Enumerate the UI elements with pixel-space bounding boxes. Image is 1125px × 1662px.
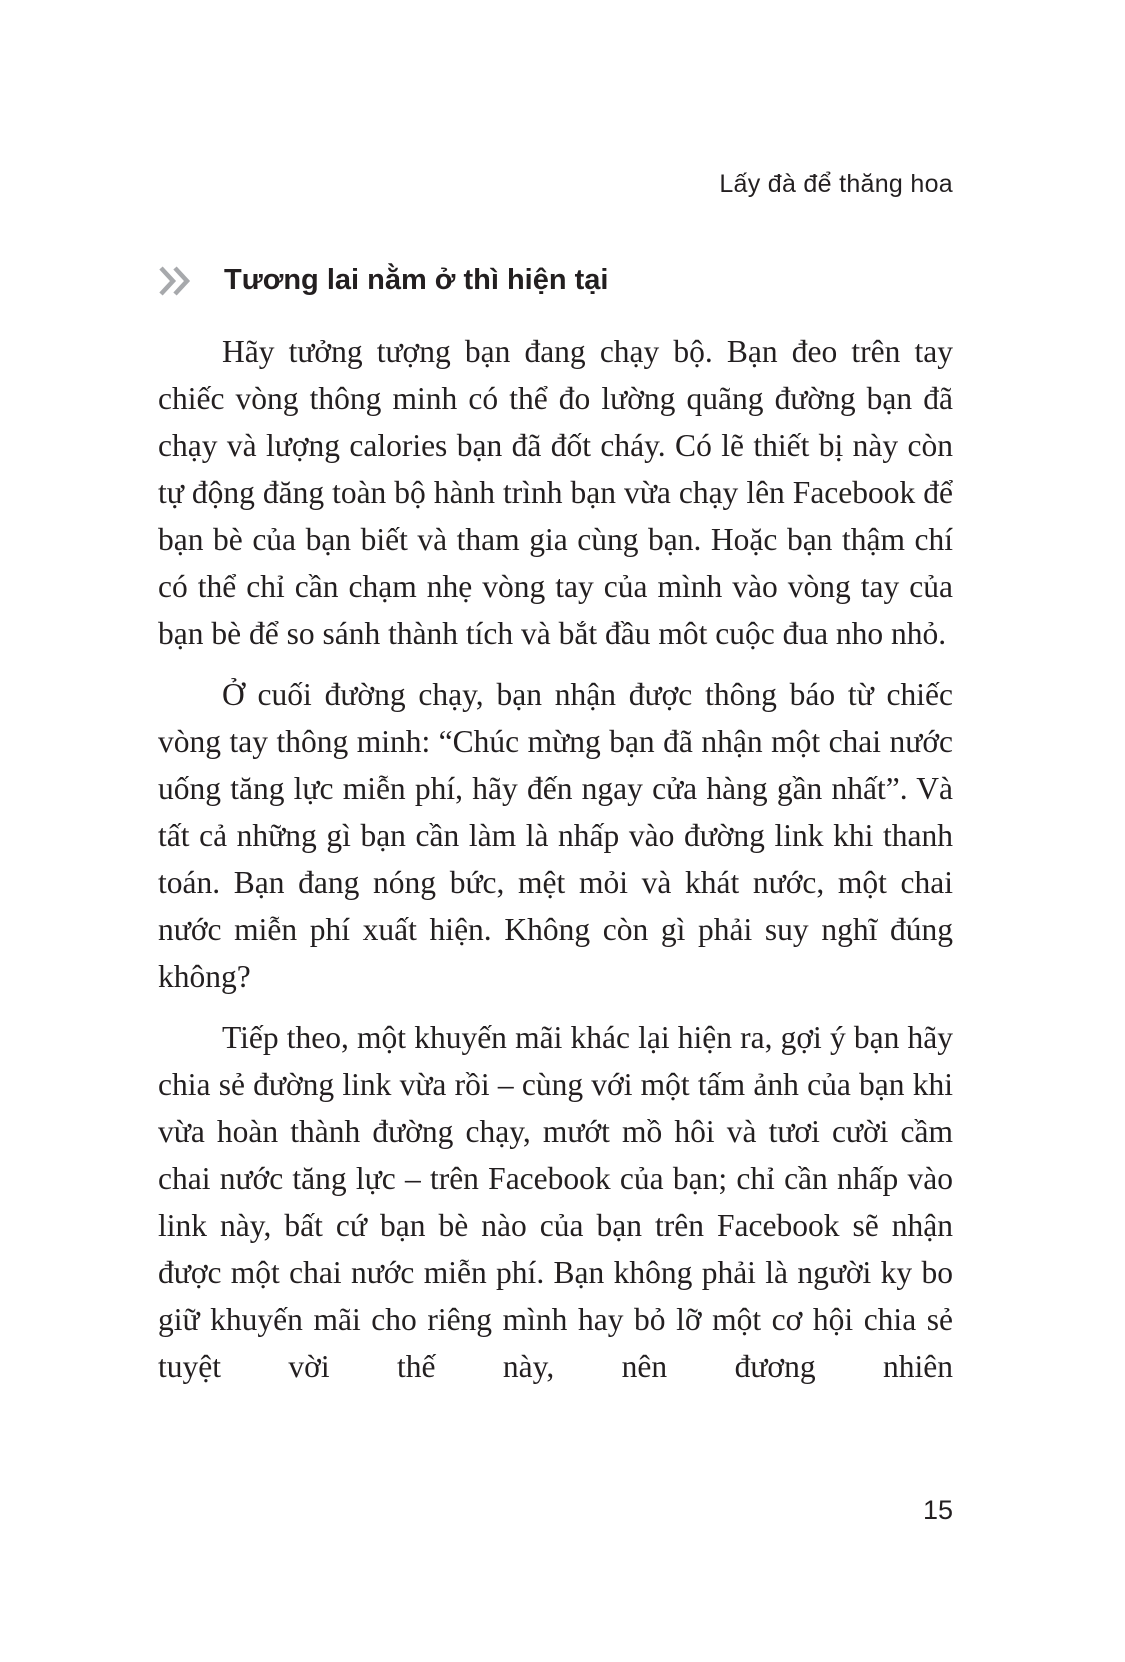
double-chevron-right-icon — [158, 265, 194, 297]
paragraph: Tiếp theo, một khuyến mãi khác lại hiện ra, gợi ý bạn hãy chia sẻ đường link vừa rồi – cùng với một tấm ảnh của bạn khi vừa hoàn thành đường chạy, mướt mồ hôi và tươi cười cầm chai nước tăng lực – trên Facebook của bạn; chỉ cần nhấp vào link này, bất cứ bạn bè nào của bạn trên Facebook sẽ nhận được một chai nước miễn phí. Bạn không phải là người ky bo giữ khuyến mãi cho riêng mình hay bỏ lỡ một cơ hội chia sẻ tuyệt vời thế này, nên đương nhiên — [158, 1020, 953, 1384]
page-number: 15 — [922, 1495, 953, 1525]
running-header: Lấy đà để thăng hoa — [719, 170, 953, 198]
paragraph: Hãy tưởng tượng bạn đang chạy bộ. Bạn đeo trên tay chiếc vòng thông minh có thể đo lường quãng đường bạn đã chạy và lượng calories bạn đã đốt cháy. Có lẽ thiết bị này còn tự động đăng toàn bộ hành trình bạn vừa chạy lên Facebook để bạn bè của bạn biết và tham gia cùng bạn. Hoặc bạn thậm chí có thể chỉ cần chạm nhẹ vòng tay của mình vào vòng tay của bạn bè để so sánh thành tích và bắt đầu môt cuộc đua nho nhỏ. — [158, 334, 953, 651]
body-text — [158, 328, 953, 1404]
paragraph: Ở cuối đường chạy, bạn nhận được thông báo từ chiếc vòng tay thông minh: “Chúc mừng bạn đã nhận một chai nước uống tăng lực miễn phí, hãy đến ngay cửa hàng gần nhất”. Và tất cả những gì bạn cần làm là nhấp vào đường link khi thanh toán. Bạn đang nóng bức, mệt mỏi và khát nước, một chai nước miễn phí xuất hiện. Không còn gì phải suy nghĩ đúng không? — [158, 677, 953, 994]
section-title: Tương lai nằm ở thì hiện tại — [224, 264, 609, 296]
section-heading — [158, 264, 608, 297]
